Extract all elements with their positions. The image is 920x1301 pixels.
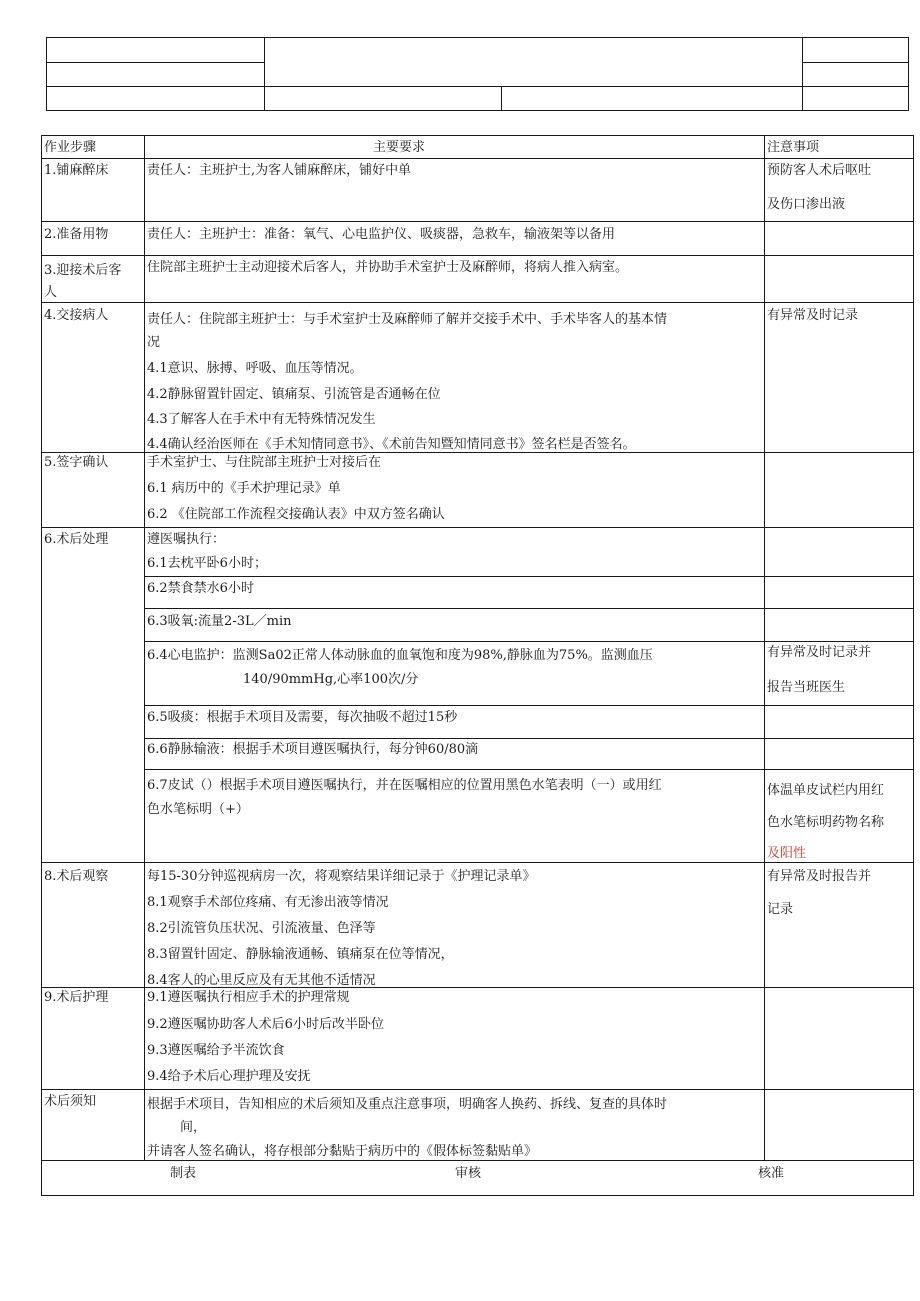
row-5-line-2: 6.1 病历中的《手术护理记录》单	[147, 481, 341, 496]
row-4-line-2: 况	[147, 335, 161, 350]
row-6-sub-2-line-1: 6.2禁食禁水6小时	[147, 581, 254, 596]
row-4-step: 4.交接病人	[44, 308, 109, 323]
row-6-sub-7-line-2: 色水笔标明（+）	[147, 802, 249, 817]
row-6-sub-7-note-1: 体温单皮试栏内用红	[767, 783, 885, 798]
row-10-step: 术后须知	[44, 1094, 97, 1109]
row-6-step: 6.术后处理	[44, 532, 109, 547]
row-5-line-1: 手术室护士、与住院部主班护士对接后在	[147, 455, 382, 470]
row-3-step-line-1: 3.迎接术后客	[44, 263, 122, 278]
row-9-line-4: 9.4给予术后心理护理及安抚	[147, 1069, 311, 1084]
row-4-line-5: 4.3了解客人在手术中有无特殊情况发生	[147, 412, 376, 427]
row-3-line-1: 住院部主班护士主动迎接术后客人，并协助手术室护士及麻醉师，将病人推入病室。	[147, 260, 629, 275]
row-6-sub-7-note-2: 色水笔标明药物名称	[767, 815, 885, 830]
row-8-line-1: 每15-30分钟巡视病房一次，将观察结果详细记录于《护理记录单》	[147, 869, 536, 884]
row-6-sub-4-line-2: 140/90mmHg,心率100次/分	[243, 672, 419, 687]
row-1-note-2: 及伤口渗出液	[767, 197, 846, 212]
row-10-line-2: 间，	[180, 1120, 207, 1135]
row-6-sub-6-line-1: 6.6静脉输液：根据手术项目遵医嘱执行，每分钟60/80滴	[147, 742, 479, 757]
row-6-sub-3-line-1: 6.3吸氧:流量2-3L／min	[147, 614, 292, 629]
row-4-line-1: 责任人：住院部主班护士：与手术室护士及麻醉师了解并交接手术中、手术毕客人的基本情	[147, 312, 668, 327]
header-notes: 注意事项	[767, 140, 820, 155]
row-1-note-1: 预防客人术后呕吐	[767, 163, 872, 178]
footer-approved: 核准	[758, 1166, 785, 1181]
row-8-line-4: 8.3留置针固定、静脉输液通畅、镇痛泵在位等情况，	[147, 947, 454, 962]
row-2-step: 2.准备用物	[44, 227, 109, 242]
row-3-step-line-2: 人	[44, 285, 58, 300]
row-8-line-2: 8.1观察手术部位疼痛、有无渗出液等情况	[147, 895, 389, 910]
row-6-sub-1-line-1: 遵医嘱执行：	[147, 532, 226, 547]
row-4-line-3: 4.1意识、脉搏、呼吸、血压等情况。	[147, 361, 363, 376]
footer-reviewed: 审核	[455, 1166, 482, 1181]
row-4-line-4: 4.2静脉留置针固定、镇痛泵、引流管是否通畅在位	[147, 387, 441, 402]
row-6-sub-7-line-1: 6.7皮试（）根据手术项目遵医嘱执行，并在医嘱相应的位置用黑色水笔表明（一）或用红	[147, 778, 662, 793]
row-1-line-1: 责任人：主班护士,为客人铺麻醉床，铺好中单	[147, 163, 412, 178]
row-8-line-3: 8.2引流管负压状况、引流液量、色泽等	[147, 921, 376, 936]
row-4-line-6: 4.4确认经治医师在《手术知情同意书》、《术前告知暨知情同意书》签名栏是否签名。	[147, 437, 636, 452]
row-5-step: 5.签字确认	[44, 455, 109, 470]
row-9-step: 9.术后护理	[44, 990, 109, 1005]
row-8-note-1: 有异常及时报告并	[767, 869, 872, 884]
header-step: 作业步骤	[44, 140, 97, 155]
row-2-line-1: 责任人：主班护士：准备：氧气、心电监护仪、吸痰器，急救车，输液架等以备用	[147, 227, 616, 242]
row-4-note-1: 有异常及时记录	[767, 308, 859, 323]
footer-prepared: 制表	[170, 1166, 197, 1181]
row-6-sub-4-note-2: 报告当班医生	[767, 680, 846, 695]
row-8-note-2: 记录	[767, 902, 794, 917]
row-6-sub-1-line-2: 6.1去枕平卧6小时；	[147, 556, 267, 571]
row-6-sub-4-line-1: 6.4心电监护：监测Sa02正常人体动脉血的血氧饱和度为98%,静脉血为75%。监测血压	[147, 648, 653, 663]
row-10-line-3: 并请客人签名确认，将存根部分黏贴于病历中的《假体标签黏贴单》	[147, 1144, 538, 1159]
row-5-line-3: 6.2 《住院部工作流程交接确认表》中双方签名确认	[147, 507, 445, 522]
row-9-line-2: 9.2遵医嘱协助客人术后6小时后改半卧位	[147, 1017, 384, 1032]
row-1-step: 1.铺麻醉床	[44, 163, 109, 178]
row-6-sub-4-note-1: 有异常及时记录并	[767, 645, 872, 660]
row-9-line-3: 9.3遵医嘱给予半流饮食	[147, 1043, 285, 1058]
row-6-sub-7-note-3: 及阳性	[767, 846, 807, 861]
row-9-line-1: 9.1遵医嘱执行相应手术的护理常规	[147, 990, 350, 1005]
row-8-step: 8.术后观察	[44, 869, 109, 884]
header-requirements: 主要要求	[373, 140, 426, 155]
row-6-sub-5-line-1: 6.5吸痰：根据手术项目及需要，每次抽吸不超过15秒	[147, 710, 458, 725]
row-10-line-1: 根据手术项目，告知相应的术后须知及重点注意事项，明确客人换药、拆线、复查的具体时	[147, 1097, 668, 1112]
row-8-line-5: 8.4客人的心里反应及有无其他不适情况	[147, 973, 376, 988]
